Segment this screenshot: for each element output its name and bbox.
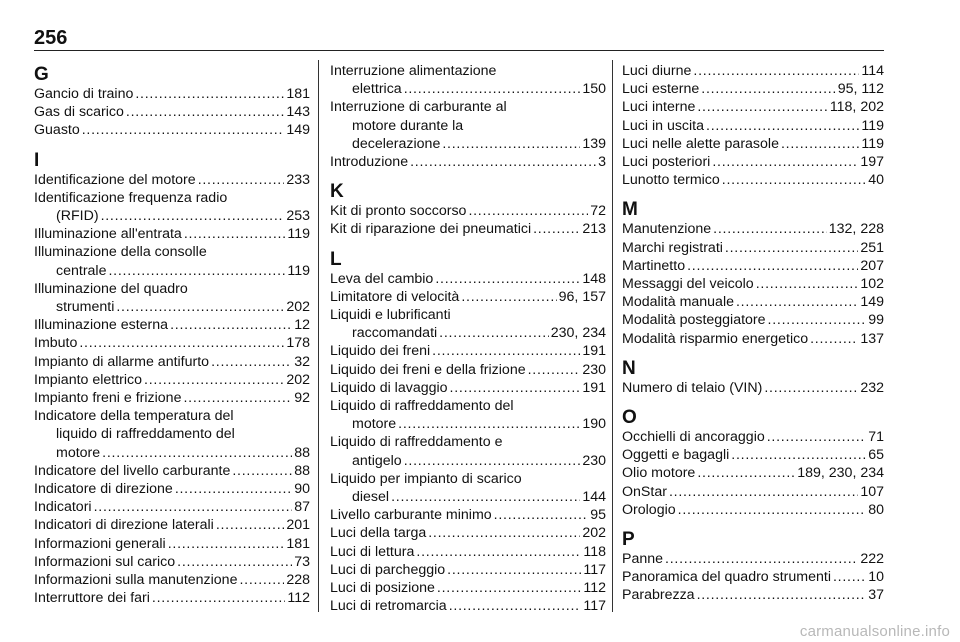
dot-leader: [712, 153, 858, 171]
index-entry-pages: 181: [286, 535, 310, 552]
index-entry-pages: 73: [294, 553, 310, 570]
index-entry-label: Illuminazione esterna: [34, 317, 169, 334]
dot-leader: [781, 135, 859, 153]
index-entry-pages: 190: [582, 416, 606, 433]
dot-leader: [697, 464, 795, 482]
index-entry-pages: 150: [582, 81, 606, 98]
index-entry: [34, 498, 310, 516]
index-entry-pages: 65: [868, 447, 884, 464]
index-entry: [34, 553, 310, 571]
index-entry: [330, 342, 606, 360]
index-letter-heading: K: [330, 181, 344, 203]
index-entry: [622, 311, 884, 329]
dot-leader: [697, 98, 827, 116]
index-entry: [330, 306, 606, 342]
index-entry-label: Indicatore del livello carburante: [34, 462, 231, 479]
index-entry-pages: 213: [582, 221, 606, 238]
index-entry-label: Indicatore di direzione: [34, 481, 173, 498]
dot-leader: [177, 553, 292, 571]
dot-leader: [102, 444, 292, 462]
index-letter-heading: G: [34, 64, 49, 85]
index-entry: [330, 62, 606, 98]
index-entry-label: Luci della targa: [330, 525, 427, 542]
index-entry: [622, 586, 884, 604]
index-entry-pages: 72: [590, 203, 606, 220]
index-entry: [330, 579, 606, 597]
index-letter-heading: I: [34, 149, 40, 171]
index-entry-label: elettrica: [352, 81, 402, 98]
index-entry-label: motore: [56, 444, 101, 461]
index-entry-label: Kit di pronto soccorso: [330, 203, 467, 220]
index-entry-pages: 119: [861, 117, 884, 134]
index-entry-pages: 251: [860, 239, 884, 256]
index-entry: [34, 589, 310, 607]
index-entry-label: Kit di riparazione dei pneumatici: [330, 221, 532, 238]
index-entry-label: Modalità risparmio energetico: [622, 330, 809, 347]
dot-leader: [175, 480, 292, 498]
dot-leader: [810, 330, 858, 348]
index-entry-pages: 201: [286, 517, 310, 534]
index-entry: [34, 243, 310, 279]
dot-leader: [768, 311, 867, 329]
dot-leader: [450, 379, 581, 397]
index-entry-label: Marchi registrati: [622, 239, 723, 256]
index-entry-pages: 233: [286, 171, 310, 188]
index-entry-pages: 191: [582, 343, 606, 360]
index-entry-label: Orologio: [622, 501, 676, 518]
index-entry-pages: 71: [868, 429, 884, 446]
dot-leader: [736, 293, 858, 311]
index-entry-label: Parabrezza: [622, 587, 695, 604]
dot-leader: [79, 334, 284, 352]
dot-leader: [135, 85, 284, 103]
dot-leader: [756, 275, 859, 293]
index-entry: [34, 225, 310, 243]
index-entry-label: decelerazione: [352, 135, 441, 152]
index-entry: [330, 153, 606, 171]
index-entry-label: Interruzione di carburante al: [330, 99, 507, 116]
index-entry-label: Luci di retromarcia: [330, 598, 447, 615]
index-entry-label: Leva del cambio: [330, 270, 434, 287]
index-entry: [622, 62, 884, 80]
index-entry-label: diesel: [352, 489, 390, 506]
index-entry-label: Occhielli di ancoraggio: [622, 429, 765, 446]
dot-leader: [198, 171, 285, 189]
index-entry-label: Luci posteriori: [622, 154, 711, 171]
dot-leader: [528, 361, 581, 379]
dot-leader: [468, 202, 588, 220]
index-entry: [34, 280, 310, 316]
index-entry-label: Informazioni sul carico: [34, 553, 176, 570]
index-entry: [622, 275, 884, 293]
index-entry-label: Informazioni sulla manutenzione: [34, 572, 238, 589]
index-entry-pages: 117: [583, 598, 606, 615]
index-entry-pages: 3: [598, 154, 606, 171]
index-entry: [34, 571, 310, 589]
index-entry: [330, 220, 606, 238]
index-entry-pages: 230, 234: [550, 325, 606, 342]
index-entry-pages: 37: [868, 587, 884, 604]
index-entry-pages: 149: [860, 294, 884, 311]
index-entry-pages: 80: [868, 501, 884, 518]
index-entry-label: Luci esterne: [622, 81, 700, 98]
index-entry: [34, 389, 310, 407]
index-entry: [330, 524, 606, 542]
index-entry: [622, 550, 884, 568]
dot-leader: [687, 257, 858, 275]
index-column-2: [330, 62, 606, 615]
index-entry-label: Indicatore della temperatura del: [34, 408, 234, 425]
index-entry-pages: 230: [582, 452, 606, 469]
index-entry-label: Informazioni generali: [34, 535, 166, 552]
index-entry: [622, 117, 884, 135]
index-entry: [330, 597, 606, 615]
index-entry: [34, 171, 310, 189]
index-entry-pages: 118, 202: [829, 99, 884, 116]
dot-leader: [239, 571, 284, 589]
dot-leader: [706, 117, 859, 135]
dot-leader: [184, 225, 286, 243]
dot-leader: [432, 342, 580, 360]
index-column-3: [622, 62, 884, 612]
index-entry-label: Impianto freni e frizione: [34, 390, 182, 407]
index-entry: [330, 506, 606, 524]
index-entry-pages: 12: [294, 317, 310, 334]
index-entry-pages: 222: [860, 551, 884, 568]
dot-leader: [398, 415, 580, 433]
index-entry-label: Imbuto: [34, 335, 78, 352]
index-entry-pages: 230: [582, 361, 606, 378]
index-entry-pages: 178: [286, 335, 310, 352]
index-entry-pages: 107: [860, 483, 884, 500]
index-entry-label: raccomandati: [352, 325, 438, 342]
index-entry: [622, 293, 884, 311]
dot-leader: [404, 452, 581, 470]
index-entry-pages: 119: [287, 262, 310, 279]
index-entry: [330, 470, 606, 506]
index-entry: [622, 80, 884, 98]
column-divider: [318, 60, 319, 612]
dot-leader: [731, 446, 866, 464]
index-entry-pages: 143: [286, 104, 310, 121]
index-entry: [330, 288, 606, 306]
index-entry: [622, 428, 884, 446]
dot-leader: [678, 501, 867, 519]
index-entry-label: Introduzione: [330, 154, 409, 171]
index-entry-label: Gas di scarico: [34, 104, 124, 121]
index-entry: [622, 483, 884, 501]
index-entry-pages: 181: [286, 86, 310, 102]
index-entry-label: motore durante la: [352, 117, 464, 134]
dot-leader: [168, 535, 285, 553]
index-entry-pages: 112: [287, 590, 310, 607]
index-entry: [622, 153, 884, 171]
dot-leader: [428, 524, 580, 542]
index-entry-label: Luci diurne: [622, 63, 692, 79]
index-entry: [34, 516, 310, 534]
index-entry: [34, 371, 310, 389]
dot-leader: [416, 543, 581, 561]
dot-leader: [108, 262, 285, 280]
dot-leader: [211, 353, 292, 371]
index-entry-pages: 119: [861, 135, 884, 152]
dot-leader: [82, 121, 285, 139]
index-entry: [330, 270, 606, 288]
index-entry-label: Luci di parcheggio: [330, 561, 446, 578]
index-entry-label: (RFID): [56, 208, 99, 225]
index-entry-label: Indicatori di direzione laterali: [34, 517, 214, 534]
index-entry: [622, 135, 884, 153]
index-entry-label: strumenti: [56, 299, 115, 316]
index-entry: [34, 85, 310, 103]
index-entry-pages: 88: [294, 444, 310, 461]
index-entry-pages: 137: [860, 330, 884, 347]
index-entry-pages: 92: [294, 390, 310, 407]
index-entry: [34, 121, 310, 139]
index-entry-label: Lunotto termico: [622, 172, 720, 189]
index-entry-pages: 189, 230, 234: [797, 465, 884, 482]
dot-leader: [533, 220, 580, 238]
index-entry-pages: 90: [294, 481, 310, 498]
dot-leader: [216, 516, 285, 534]
index-letter-heading: N: [622, 357, 636, 379]
index-entry-label: Panoramica del quadro strumenti: [622, 569, 831, 586]
dot-leader: [439, 324, 549, 342]
index-entry-label: Gancio di traino: [34, 86, 134, 102]
index-entry-label: Illuminazione della consolle: [34, 244, 207, 261]
dot-leader: [183, 389, 292, 407]
index-entry-label: Oggetti e bagagli: [622, 447, 730, 464]
index-entry-label: Limitatore di velocità: [330, 288, 460, 305]
index-entry-label: Modalità manuale: [622, 294, 734, 311]
dot-leader: [437, 579, 581, 597]
index-entry-label: Liquido per impianto di scarico: [330, 470, 522, 487]
page-number: 256: [34, 27, 68, 49]
index-entry-label: Modalità posteggiatore: [622, 312, 766, 329]
index-entry-pages: 207: [860, 257, 884, 274]
dot-leader: [144, 371, 284, 389]
dot-leader: [170, 316, 292, 334]
dot-leader: [94, 498, 293, 516]
dot-leader: [693, 62, 859, 80]
index-entry-pages: 144: [582, 489, 606, 506]
index-entry-pages: 87: [294, 499, 310, 516]
dot-leader: [461, 288, 556, 306]
index-entry-label: Liquido di lavaggio: [330, 379, 448, 396]
index-letter-heading: O: [622, 407, 637, 429]
dot-leader: [442, 135, 580, 153]
index-entry-pages: 191: [582, 379, 606, 396]
index-entry-pages: 232: [860, 379, 884, 396]
index-entry-label: centrale: [56, 262, 107, 279]
index-entry: [330, 433, 606, 469]
index-entry: [330, 379, 606, 397]
dot-leader: [833, 568, 866, 586]
index-entry: [622, 239, 884, 257]
index-entry-label: Illuminazione del quadro: [34, 280, 188, 297]
index-entry-label: Liquido dei freni e della frizione: [330, 361, 526, 378]
index-entry-label: Luci in uscita: [622, 117, 705, 134]
index-entry-label: Interruttore dei fari: [34, 590, 150, 607]
index-entry-label: Liquido di raffreddamento del: [330, 398, 514, 415]
index-letter-heading: M: [622, 199, 638, 221]
index-entry-label: Identificazione del motore: [34, 171, 196, 188]
index-entry-label: antigelo: [352, 452, 402, 469]
index-entry-pages: 40: [868, 172, 884, 189]
index-entry-pages: 112: [583, 580, 606, 597]
dot-leader: [391, 488, 580, 506]
index-entry-pages: 99: [868, 312, 884, 329]
dot-leader: [126, 103, 284, 121]
index-entry-pages: 96, 157: [558, 288, 606, 305]
index-entry-label: motore: [352, 416, 397, 433]
index-entry: [622, 171, 884, 189]
index-entry-pages: 118: [583, 543, 606, 560]
index-entry-label: Martinetto: [622, 257, 686, 274]
index-entry-pages: 197: [860, 154, 884, 171]
dot-leader: [722, 171, 866, 189]
dot-leader: [101, 207, 285, 225]
index-entry-label: Luci nelle alette parasole: [622, 135, 779, 152]
index-entry-label: Livello carburante minimo: [330, 507, 492, 524]
index-entry-label: Liquido di raffreddamento e: [330, 434, 503, 451]
index-entry: [34, 334, 310, 352]
dot-leader: [767, 428, 866, 446]
index-entry: [34, 103, 310, 121]
index-entry-pages: 132, 228: [828, 221, 884, 238]
index-entry: [34, 535, 310, 553]
dot-leader: [116, 298, 284, 316]
index-entry: [330, 397, 606, 433]
dot-leader: [713, 220, 827, 238]
dot-leader: [447, 561, 581, 579]
index-entry-pages: 202: [582, 525, 606, 542]
index-entry-label: Panne: [622, 551, 664, 568]
index-entry-pages: 95, 112: [837, 81, 884, 98]
index-entry-pages: 10: [868, 569, 884, 586]
index-entry-label: Numero di telaio (VIN): [622, 379, 763, 396]
index-entry-pages: 139: [582, 135, 606, 152]
dot-leader: [232, 462, 292, 480]
index-entry-pages: 88: [294, 462, 310, 479]
index-entry-label: Guasto: [34, 122, 80, 139]
index-entry-label: Luci di lettura: [330, 543, 415, 560]
index-entry: [622, 501, 884, 519]
dot-leader: [701, 80, 835, 98]
index-entry-label: Messaggi del veicolo: [622, 276, 754, 293]
index-entry-label: Manutenzione: [622, 221, 712, 238]
index-entry-label: Identificazione frequenza radio: [34, 189, 228, 206]
index-entry-label: Illuminazione all'entrata: [34, 226, 182, 243]
index-entry: [34, 480, 310, 498]
index-entry-label: Luci interne: [622, 99, 696, 116]
index-entry-label: Interruzione alimentazione: [330, 63, 497, 79]
index-entry-label: Indicatori: [34, 499, 92, 516]
dot-leader: [665, 550, 858, 568]
index-entry-label: liquido di raffreddamento del: [56, 426, 235, 443]
index-letter-heading: L: [330, 248, 342, 270]
index-letter-heading: P: [622, 529, 635, 551]
index-entry-pages: 114: [861, 63, 884, 79]
dot-leader: [494, 506, 589, 524]
index-entry: [330, 543, 606, 561]
dot-leader: [764, 379, 858, 397]
index-entry: [34, 189, 310, 225]
dot-leader: [697, 586, 867, 604]
index-entry: [330, 361, 606, 379]
dot-leader: [725, 239, 858, 257]
index-entry: [34, 353, 310, 371]
dot-leader: [404, 80, 581, 98]
index-entry-label: Impianto elettrico: [34, 371, 143, 388]
dot-leader: [410, 153, 596, 171]
index-entry-pages: 148: [582, 270, 606, 287]
index-entry-label: Luci di posizione: [330, 580, 435, 597]
dot-leader: [152, 589, 285, 607]
index-entry-pages: 95: [590, 507, 606, 524]
index-entry: [622, 568, 884, 586]
index-entry-pages: 119: [287, 226, 310, 243]
index-entry-pages: 253: [286, 208, 310, 225]
index-entry: [622, 446, 884, 464]
index-entry: [330, 202, 606, 220]
index-entry-pages: 102: [860, 276, 884, 293]
index-entry: [330, 98, 606, 153]
column-divider: [612, 60, 613, 612]
index-entry: [622, 98, 884, 116]
index-entry: [34, 462, 310, 480]
index-entry-pages: 32: [294, 353, 310, 370]
index-entry-pages: 149: [286, 122, 310, 139]
index-entry-label: OnStar: [622, 483, 667, 500]
index-entry: [622, 220, 884, 238]
index-entry-pages: 202: [286, 371, 310, 388]
index-entry-label: Liquidi e lubrificanti: [330, 307, 451, 324]
index-entry-label: Liquido dei freni: [330, 343, 431, 360]
index-entry-pages: 228: [286, 572, 310, 589]
index-entry-pages: 117: [583, 561, 606, 578]
watermark: carmanualsonline.info: [799, 623, 950, 640]
index-entry: [34, 316, 310, 334]
index-entry: [622, 464, 884, 482]
header-rule: [34, 50, 884, 51]
index-entry-label: Impianto di allarme antifurto: [34, 353, 210, 370]
index-column-1: [34, 62, 310, 612]
dot-leader: [449, 597, 582, 615]
index-entry: [622, 257, 884, 275]
index-entry: [330, 561, 606, 579]
index-entry: [622, 330, 884, 348]
dot-leader: [669, 483, 858, 501]
index-entry-label: Olio motore: [622, 465, 696, 482]
index-entry-pages: 202: [286, 299, 310, 316]
dot-leader: [435, 270, 580, 288]
index-entry: [622, 379, 884, 397]
index-entry: [34, 407, 310, 462]
